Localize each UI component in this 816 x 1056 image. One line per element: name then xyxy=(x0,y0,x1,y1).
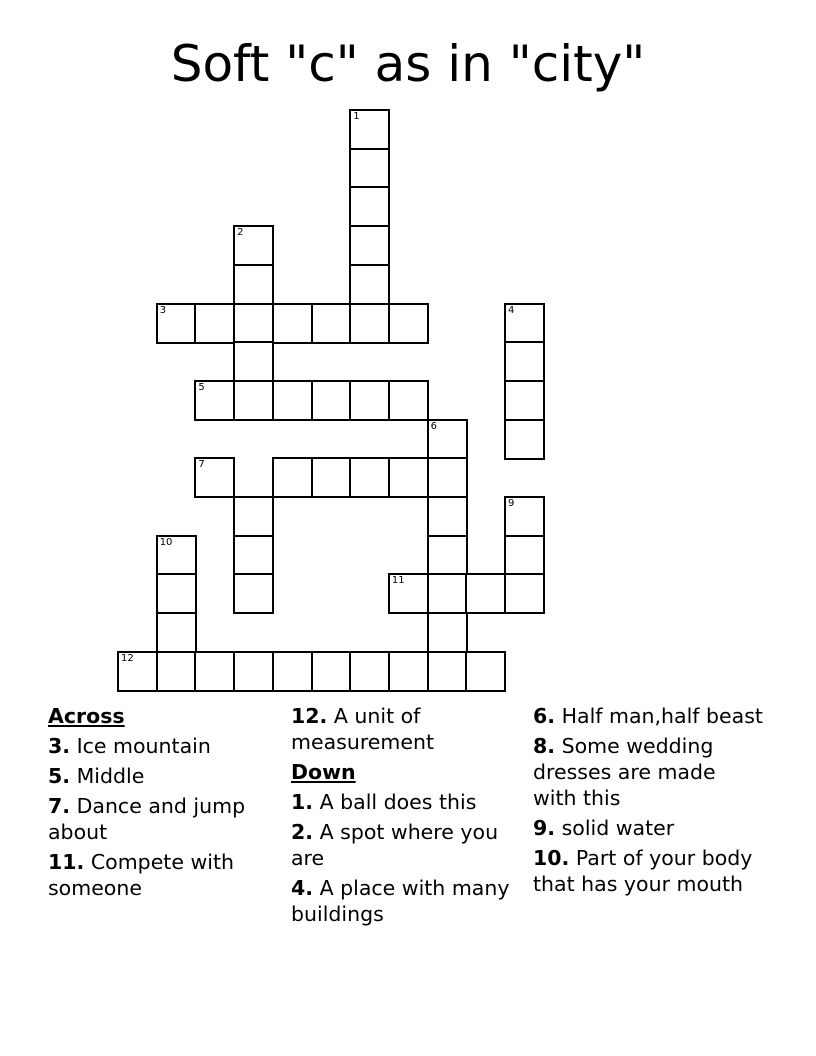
grid-cell[interactable] xyxy=(272,651,313,692)
clue-text: Half man,half beast xyxy=(561,704,763,728)
grid-cell[interactable] xyxy=(311,380,352,421)
grid-cell[interactable] xyxy=(427,457,468,498)
grid-cell[interactable] xyxy=(349,303,390,344)
grid-cell[interactable] xyxy=(349,651,390,692)
grid-cell[interactable] xyxy=(233,496,274,537)
grid-cell[interactable] xyxy=(427,496,468,537)
grid-cell[interactable] xyxy=(117,651,158,692)
grid-cell[interactable] xyxy=(388,573,429,614)
grid-cell[interactable] xyxy=(272,380,313,421)
clue-column-1 xyxy=(48,703,278,905)
grid-cell[interactable] xyxy=(349,264,390,305)
clue-down-4 xyxy=(291,875,521,927)
letter-input[interactable] xyxy=(351,305,388,342)
clue-number: 8. xyxy=(533,734,556,758)
grid-cell[interactable] xyxy=(465,651,506,692)
clue-column-2 xyxy=(291,703,521,931)
letter-input[interactable] xyxy=(196,653,233,690)
across-header: Across xyxy=(48,704,125,728)
grid-cell[interactable] xyxy=(349,148,390,189)
letter-input[interactable] xyxy=(313,459,350,496)
clue-number: 2. xyxy=(291,820,314,844)
clue-text: A ball does this xyxy=(319,790,477,814)
grid-cell[interactable] xyxy=(194,457,235,498)
grid-cell[interactable] xyxy=(311,457,352,498)
clue-text: Some wedding dresses are made with this xyxy=(533,734,716,810)
letter-input[interactable] xyxy=(158,575,195,612)
clue-number: 6. xyxy=(533,704,556,728)
grid-cell[interactable] xyxy=(427,419,468,460)
grid-cell[interactable] xyxy=(504,496,545,537)
grid-cell[interactable] xyxy=(427,651,468,692)
letter-input[interactable] xyxy=(506,537,543,574)
clue-text: Middle xyxy=(76,764,145,788)
grid-cell[interactable] xyxy=(504,535,545,576)
clue-number: 12. xyxy=(291,704,328,728)
clue-number-label: 1 xyxy=(353,111,360,122)
clue-text: A spot where you are xyxy=(291,820,499,870)
clue-across-11 xyxy=(48,849,278,901)
letter-input[interactable] xyxy=(429,459,466,496)
letter-input[interactable] xyxy=(506,305,543,342)
grid-cell[interactable] xyxy=(233,341,274,382)
grid-cell[interactable] xyxy=(504,341,545,382)
clue-text: Ice mountain xyxy=(76,734,211,758)
letter-input[interactable] xyxy=(158,614,195,651)
grid-cell[interactable] xyxy=(349,380,390,421)
clue-across-5 xyxy=(48,763,278,789)
clue-number-label: 12 xyxy=(121,652,134,664)
grid-cell[interactable] xyxy=(233,573,274,614)
grid-cell[interactable] xyxy=(194,303,235,344)
letter-input[interactable] xyxy=(390,459,427,496)
letter-input[interactable] xyxy=(235,575,272,612)
clue-number: 9. xyxy=(533,816,556,840)
grid-cell[interactable] xyxy=(311,303,352,344)
letter-input[interactable] xyxy=(351,111,388,148)
grid-cell[interactable] xyxy=(349,186,390,227)
clue-number: 10. xyxy=(533,846,570,870)
grid-cell[interactable] xyxy=(156,612,197,653)
clue-number-label: 10 xyxy=(159,536,173,548)
grid-cell[interactable] xyxy=(156,573,197,614)
clue-number: 11. xyxy=(48,850,85,874)
letter-input[interactable] xyxy=(351,150,388,187)
clue-down-6 xyxy=(533,703,763,729)
letter-input[interactable] xyxy=(119,653,156,690)
grid-cell[interactable] xyxy=(388,457,429,498)
grid-cell[interactable] xyxy=(427,535,468,576)
letter-input[interactable] xyxy=(235,266,272,303)
grid-cell[interactable] xyxy=(156,535,197,576)
clue-down-1 xyxy=(291,789,521,815)
grid-cell[interactable] xyxy=(388,380,429,421)
letter-input[interactable] xyxy=(467,653,504,690)
clue-number: 3. xyxy=(48,734,71,758)
letter-input[interactable] xyxy=(196,459,233,496)
grid-cell[interactable] xyxy=(349,225,390,266)
grid-cell[interactable] xyxy=(233,264,274,305)
grid-cell[interactable] xyxy=(233,225,274,266)
grid-cell[interactable] xyxy=(388,651,429,692)
grid-cell[interactable] xyxy=(311,651,352,692)
letter-input[interactable] xyxy=(313,305,350,342)
letter-input[interactable] xyxy=(274,305,311,342)
clue-across-3 xyxy=(48,733,278,759)
grid-cell[interactable] xyxy=(349,109,390,150)
letter-input[interactable] xyxy=(429,614,466,651)
letter-input[interactable] xyxy=(196,382,233,419)
grid-cell[interactable] xyxy=(194,380,235,421)
clue-down-2 xyxy=(291,819,521,871)
clue-number-label: 9 xyxy=(508,498,515,509)
grid-cell[interactable] xyxy=(349,457,390,498)
letter-input[interactable] xyxy=(351,459,388,496)
clue-text: Part of your body that has your mouth xyxy=(533,846,753,896)
letter-input[interactable] xyxy=(390,382,427,419)
letter-input[interactable] xyxy=(429,421,466,458)
letter-input[interactable] xyxy=(351,382,388,419)
clue-down-9 xyxy=(533,815,763,841)
letter-input[interactable] xyxy=(390,575,427,612)
clue-text: Dance and jump about xyxy=(48,794,246,844)
letter-input[interactable] xyxy=(351,653,388,690)
grid-cell[interactable] xyxy=(272,303,313,344)
letter-input[interactable] xyxy=(158,653,195,690)
clue-text: A unit of measurement xyxy=(291,704,435,754)
letter-input[interactable] xyxy=(390,653,427,690)
puzzle-title: Soft "c" as in "city" xyxy=(170,35,646,93)
clue-column-3 xyxy=(533,703,763,901)
clue-number: 5. xyxy=(48,764,71,788)
letter-input[interactable] xyxy=(313,653,350,690)
clue-down-8 xyxy=(533,733,763,811)
letter-input[interactable] xyxy=(235,498,272,535)
grid-cell[interactable] xyxy=(427,612,468,653)
clue-number-label: 3 xyxy=(159,304,167,316)
clue-number-label: 2 xyxy=(237,227,244,239)
letter-input[interactable] xyxy=(506,343,543,380)
grid-cell[interactable] xyxy=(156,303,197,344)
grid-cell[interactable] xyxy=(504,573,545,614)
letter-input[interactable] xyxy=(235,343,272,380)
letter-input[interactable] xyxy=(158,305,195,342)
clue-text: Compete with someone xyxy=(48,850,234,900)
grid-cell[interactable] xyxy=(272,457,313,498)
letter-input[interactable] xyxy=(235,227,272,264)
letter-input[interactable] xyxy=(429,498,466,535)
letter-input[interactable] xyxy=(235,653,272,690)
clue-number: 1. xyxy=(291,790,314,814)
clue-text: solid water xyxy=(561,816,675,840)
letter-input[interactable] xyxy=(506,498,543,535)
clue-number-label: 7 xyxy=(198,459,205,471)
clue-number-label: 11 xyxy=(391,575,405,587)
letter-input[interactable] xyxy=(351,188,388,225)
grid-cell[interactable] xyxy=(156,651,197,692)
clue-number: 4. xyxy=(291,876,314,900)
letter-input[interactable] xyxy=(351,227,388,264)
letter-input[interactable] xyxy=(351,266,388,303)
grid-cell[interactable] xyxy=(388,303,429,344)
grid-cell[interactable] xyxy=(427,573,468,614)
letter-input[interactable] xyxy=(274,653,311,690)
grid-cell[interactable] xyxy=(504,419,545,460)
letter-input[interactable] xyxy=(429,653,466,690)
clue-number-label: 6 xyxy=(430,420,437,432)
grid-cell[interactable] xyxy=(504,380,545,421)
letter-input[interactable] xyxy=(158,537,195,574)
letter-input[interactable] xyxy=(274,382,311,419)
clue-across-7 xyxy=(48,793,278,845)
letter-input[interactable] xyxy=(313,382,350,419)
letter-input[interactable] xyxy=(274,459,311,496)
clue-number-label: 5 xyxy=(198,381,205,393)
grid-cell[interactable] xyxy=(465,573,506,614)
clue-number: 7. xyxy=(48,794,71,818)
letter-input[interactable] xyxy=(506,382,543,419)
letter-input[interactable] xyxy=(429,575,466,612)
clue-across-12 xyxy=(291,703,521,755)
grid-cell[interactable] xyxy=(194,651,235,692)
letter-input[interactable] xyxy=(390,305,427,342)
grid-cell[interactable] xyxy=(504,303,545,344)
letter-input[interactable] xyxy=(506,575,543,612)
grid-cell[interactable] xyxy=(233,535,274,576)
letter-input[interactable] xyxy=(235,382,272,419)
clue-down-10 xyxy=(533,845,763,897)
letter-input[interactable] xyxy=(196,305,233,342)
clue-text: A place with many buildings xyxy=(291,876,510,926)
letter-input[interactable] xyxy=(467,575,504,612)
down-header: Down xyxy=(291,760,356,784)
letter-input[interactable] xyxy=(429,537,466,574)
letter-input[interactable] xyxy=(235,537,272,574)
grid-cell[interactable] xyxy=(233,380,274,421)
clue-number-label: 4 xyxy=(508,304,515,316)
letter-input[interactable] xyxy=(506,421,543,458)
grid-cell[interactable] xyxy=(233,651,274,692)
